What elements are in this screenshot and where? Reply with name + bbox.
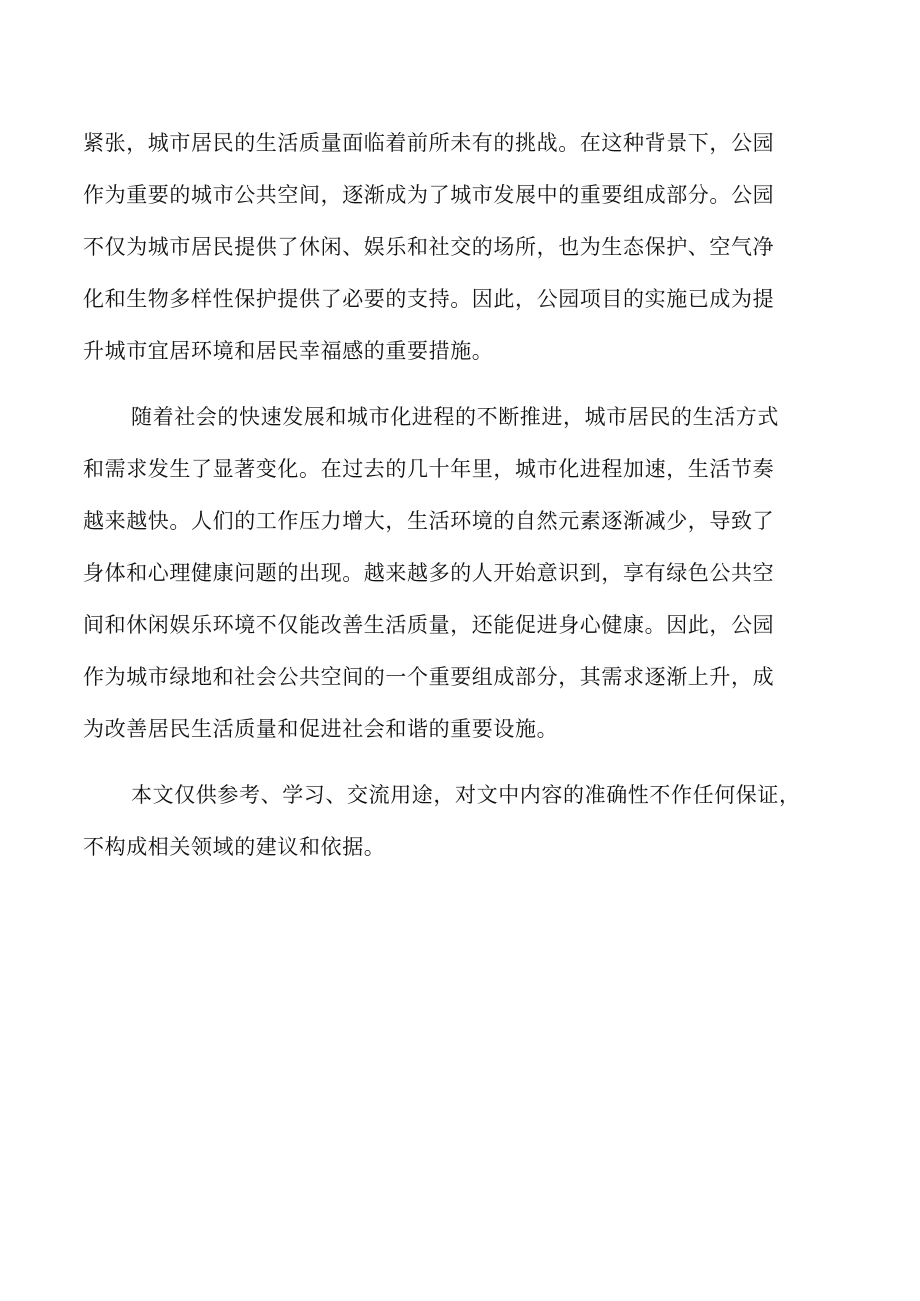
paragraph-line: 不仅为城市居民提供了休闲、娱乐和社交的场所，也为生态保护、空气净 bbox=[83, 235, 775, 259]
document-body bbox=[83, 117, 843, 873]
paragraph-line: 升城市宜居环境和居民幸福感的重要措施。 bbox=[83, 339, 494, 363]
paragraph-line: 身体和心理健康问题的出现。越来越多的人开始意识到，享有绿色公共空 bbox=[83, 561, 775, 585]
paragraph-1 bbox=[83, 117, 843, 377]
paragraph-line: 本文仅供参考、学习、交流用途，对文中内容的准确性不作任何保证， bbox=[131, 783, 801, 807]
paragraph-spacer bbox=[83, 755, 843, 769]
paragraph-line: 作为重要的城市公共空间，逐渐成为了城市发展中的重要组成部分。公园 bbox=[83, 183, 775, 207]
paragraph-line: 间和休闲娱乐环境不仅能改善生活质量，还能促进身心健康。因此，公园 bbox=[83, 613, 775, 637]
paragraph-line: 为改善居民生活质量和促进社会和谐的重要设施。 bbox=[83, 717, 559, 741]
paragraph-2 bbox=[83, 391, 843, 755]
paragraph-spacer bbox=[83, 377, 843, 391]
paragraph-line: 化和生物多样性保护提供了必要的支持。因此，公园项目的实施已成为提 bbox=[83, 287, 775, 311]
paragraph-line: 不构成相关领域的建议和依据。 bbox=[83, 835, 386, 859]
paragraph-line: 和需求发生了显著变化。在过去的几十年里，城市化进程加速，生活节奏 bbox=[83, 457, 775, 481]
paragraph-line: 越来越快。人们的工作压力增大，生活环境的自然元素逐渐减少，导致了 bbox=[83, 509, 775, 533]
paragraph-3 bbox=[83, 769, 843, 873]
paragraph-line: 紧张，城市居民的生活质量面临着前所未有的挑战。在这种背景下，公园 bbox=[83, 131, 775, 155]
paragraph-line: 随着社会的快速发展和城市化进程的不断推进，城市居民的生活方式 bbox=[131, 405, 779, 429]
paragraph-line: 作为城市绿地和社会公共空间的一个重要组成部分，其需求逐渐上升，成 bbox=[83, 665, 775, 689]
